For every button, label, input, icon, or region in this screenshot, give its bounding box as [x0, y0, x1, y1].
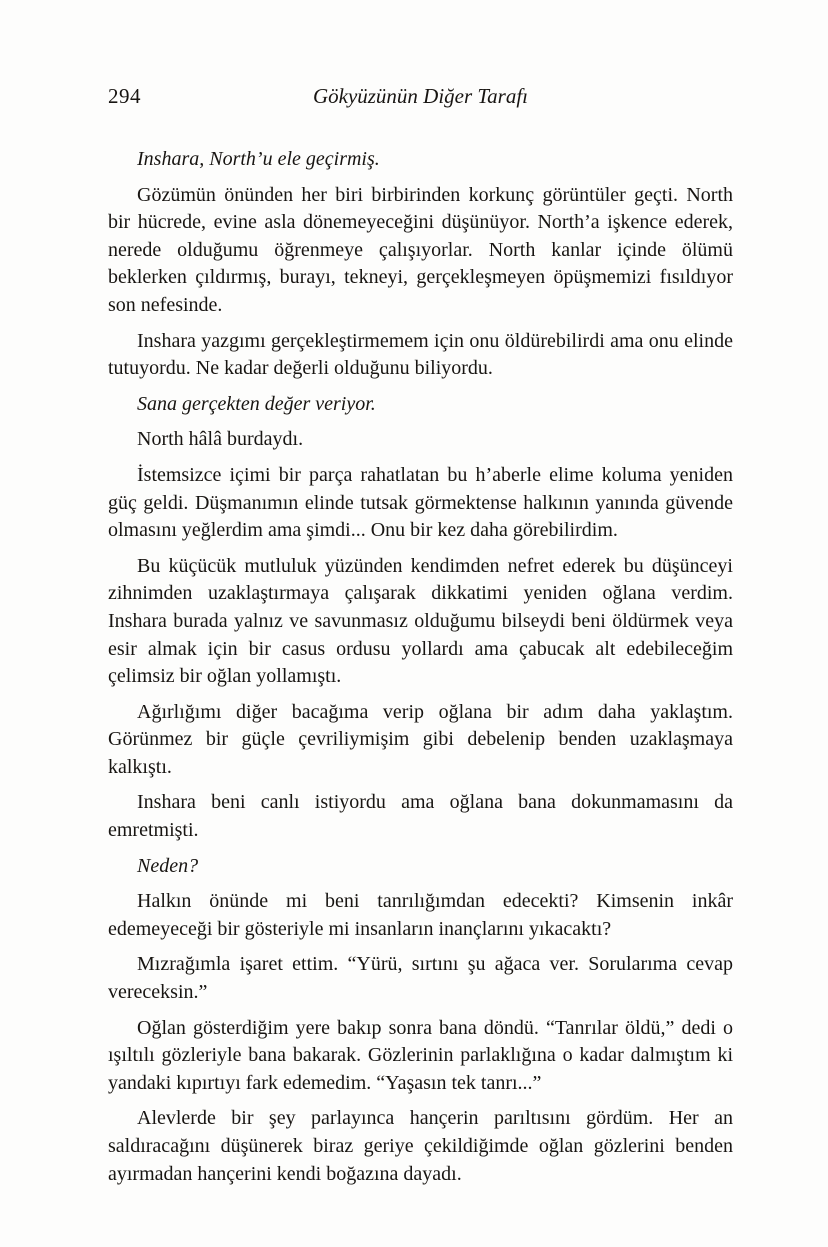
paragraph: Mızrağımla işaret ettim. “Yürü, sırtını şu ağaca ver. Sorularıma cevap vereceksin.”	[108, 953, 733, 1004]
running-title: Gökyüzünün Diğer Tarafı	[312, 84, 529, 108]
page-number: 294	[108, 84, 141, 108]
paragraph: Halkın önünde mi beni tanrılığımdan edecekti? Kimsenin inkâr edemeyeceği bir gösteriyle mi insanların inançlarını yıkacaktı?	[108, 890, 733, 940]
paragraph: Bu küçücük mutluluk yüzünden kendimden nefret ederek bu düşünceyi zihnimden uzaklaştırmaya çalışarak dikkatimi yeniden oğlana verdim. Inshara burada yalnız ve savunmasız olduğumu bilseydi beni öldürmek veya esir almak için bir casus ordusu yollardı ama çabucak alt edebileceğim çelimsiz bir oğlan yollamıştı.	[108, 554, 733, 688]
paragraph: Inshara, North’u ele geçirmiş.	[137, 148, 380, 170]
paragraph: Ağırlığımı diğer bacağıma verip oğlana bir adım daha yaklaştım. Görünmez bir güçle çevriliymişim gibi debelenip benden uzaklaşmaya kalkıştı.	[108, 700, 733, 778]
paragraph: Inshara yazgımı gerçekleştirmemem için onu öldürebilirdi ama onu elinde tutuyordu. Ne kadar değerli olduğunu biliyordu.	[108, 329, 733, 380]
running-head	[108, 84, 733, 110]
paragraph: North hâlâ burdaydı.	[137, 428, 304, 451]
paragraph: Oğlan gösterdiğim yere bakıp sonra bana döndü. “Tanrılar öldü,” dedi o ışıltılı gözleriyle bana bakarak. Gözlerinin parlaklığına o kadar dalmıştım ki yandaki kıpırtıyı fark edemedim. “Yaşasın tek tanrı...”	[108, 1016, 733, 1094]
paragraph: Inshara beni canlı istiyordu ama oğlana bana dokunmamasını da emretmişti.	[108, 791, 733, 842]
paragraph: Alevlerde bir şey parlayınca hançerin parıltısını gördüm. Her an saldıracağını düşünerek biraz geriye çekildiğimde oğlan gözlerini benden ayırmadan hançerini kendi boğazına dayadı.	[108, 1107, 733, 1185]
paragraph: Gözümün önünden her biri birbirinden korkunç görüntüler geçti. North bir hücrede, evine asla dönemeyeceğini düşünüyor. North’a işkence ederek, nerede olduğumu öğrenmeye çalışıyorlar. North kanlar içinde ölümü beklerken çıldırmış, burayı, tekneyi, gerçekleşmeyen öpüşmemizi fısıldıyor son nefesinde.	[108, 183, 733, 316]
page-body-text	[108, 146, 733, 1196]
paragraph: İstemsizce içimi bir parça rahatlatan bu h’aberle elime koluma yeniden güç geldi. Düşmanımın elinde tutsak görmektense halkının yanında güvende olmasını yeğlerdim ama şimdi... Onu bir kez daha görebilirdim.	[108, 463, 733, 542]
paragraph: Neden?	[137, 854, 199, 877]
paragraph: Sana gerçekten değer veriyor.	[137, 392, 376, 415]
